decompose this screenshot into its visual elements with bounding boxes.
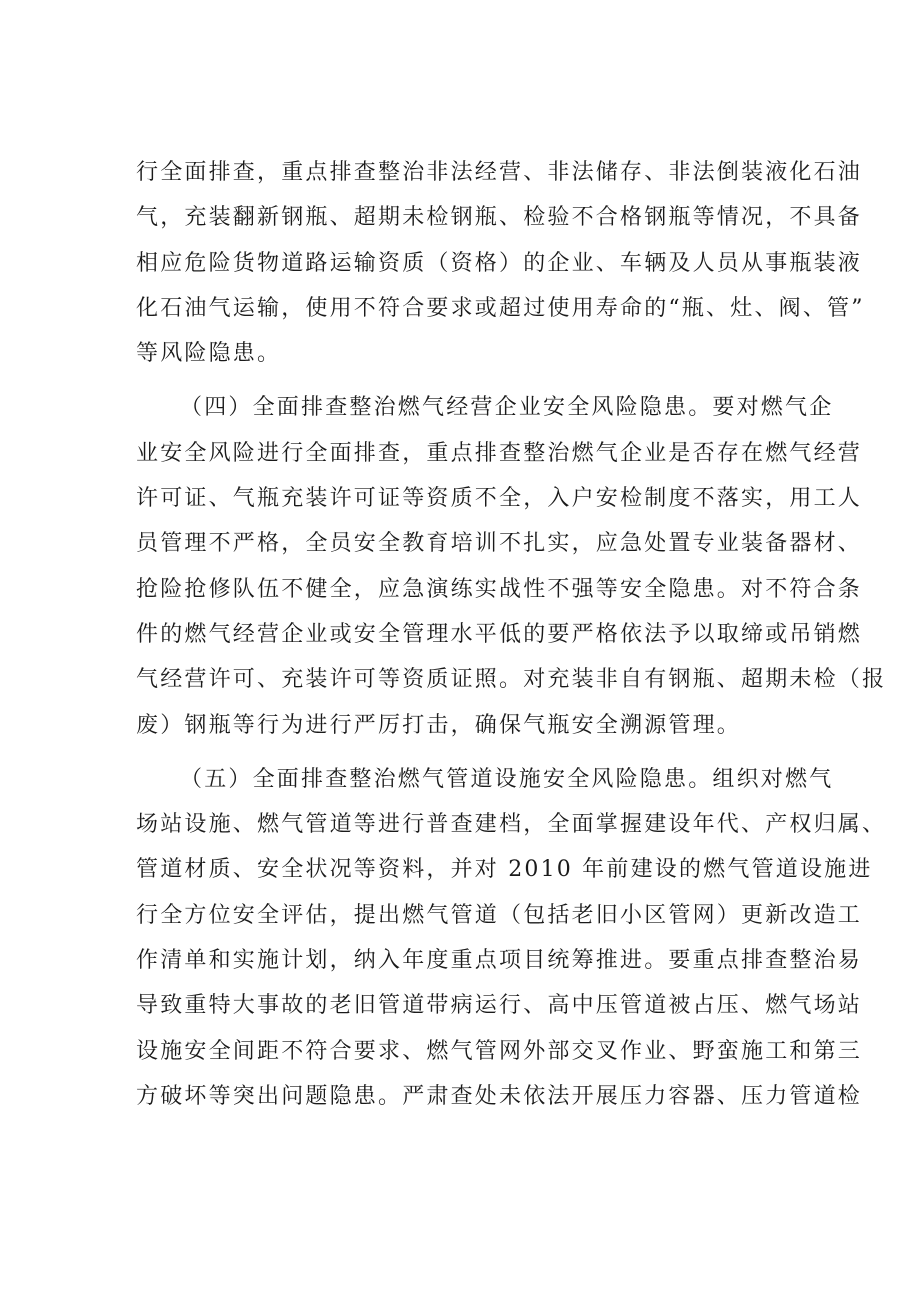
text-line: 管道材质、安全状况等资料，并对 2010 年前建设的燃气管道设施进 (136, 857, 873, 883)
text-line: 气经营许可、充装许可等资质证照。对充装非自有钢瓶、超期未检（报 (136, 667, 887, 693)
text-line: 设施安全间距不符合要求、燃气管网外部交叉作业、野蛮施工和第三 (136, 1038, 863, 1064)
text-line: 许可证、气瓶充装许可证等资质不全，入户安检制度不落实，用工人 (136, 486, 863, 512)
text-line: 气，充装翻新钢瓶、超期未检钢瓶、检验不合格钢瓶等情况，不具备 (136, 205, 863, 231)
text-line: 导致重特大事故的老旧管道带病运行、高中压管道被占压、燃气场站 (136, 993, 863, 1019)
text-line: 行全面排查，重点排查整治非法经营、非法储存、非法倒装液化石油 (136, 160, 863, 185)
text-line: 抢险抢修队伍不健全，应急演练实战性不强等安全隐患。对不符合条 (136, 576, 863, 602)
text-line: 方破坏等突出问题隐患。严肃查处未依法开展压力容器、压力管道检 (136, 1083, 863, 1109)
text-line: 作清单和实施计划，纳入年度重点项目统筹推进。要重点排查整治易 (136, 948, 863, 974)
text-line: 等风险隐患。 (136, 341, 282, 367)
text-line: 化石油气运输，使用不符合要求或超过使用寿命的“瓶、灶、阀、管” (136, 295, 865, 321)
section-four-heading-line: （四）全面排查整治燃气经营企业安全风险隐患。要对燃气企 (180, 395, 834, 421)
body-text (136, 150, 887, 1119)
text-line: 业安全风险进行全面排查，重点排查整治燃气企业是否存在燃气经营 (136, 440, 863, 466)
text-line: 员管理不严格，全员安全教育培训不扎实，应急处置专业装备器材、 (136, 531, 863, 557)
text-line: 行全方位安全评估，提出燃气管道（包括老旧小区管网）更新改造工 (136, 902, 863, 928)
text-line: 场站设施、燃气管道等进行普查建档，全面掌握建设年代、产权归属、 (136, 812, 887, 838)
section-five-heading-line: （五）全面排查整治燃气管道设施安全风险隐患。组织对燃气 (180, 766, 834, 792)
text-line: 件的燃气经营企业或安全管理水平低的要严格依法予以取缔或吊销燃 (136, 621, 863, 647)
text-line: 相应危险货物道路运输资质（资格）的企业、车辆及人员从事瓶装液 (136, 250, 863, 276)
text-line: 废）钢瓶等行为进行严厉打击，确保气瓶安全溯源管理。 (136, 712, 742, 738)
